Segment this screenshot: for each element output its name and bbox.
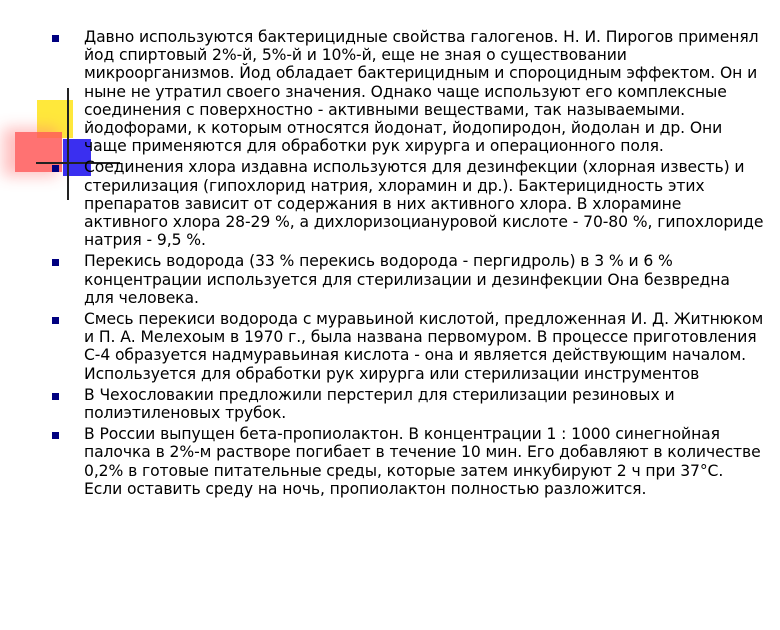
slide-content (44, 28, 764, 501)
bullet-item-propiolactone (44, 425, 764, 498)
bullet-item-hydrogen-peroxide (44, 252, 764, 307)
bullet-square-icon (52, 165, 59, 172)
bullet-item-chlorine (44, 158, 764, 249)
bullet-text: В Чехословакии предложили перстерил для стерилизации резиновых и полиэтиленовых трубок. (84, 385, 675, 423)
bullet-square-icon (52, 317, 59, 324)
bullet-text: Давно используются бактерицидные свойства галогенов. Н. И. Пирогов применял йод спиртовый 2%-й, 5%-й и 10%-й, еще не зная о существовании микроорганизмов. Йод обладает бактерицидным и спороцидным эффектом. Он и ныне не утратил своего значения. Однако чаще используют его комплексные соединения с поверхностно - активными веществами, так называемыми. йодофорами, к которым относятся йодонат, йодопиродон, йодолан и др. Они чаще применяются для обработки рук хирурга и операционного поля. (84, 28, 759, 156)
bullet-text: Соединения хлора издавна используются для дезинфекции (хлорная известь) и стерилизация (гипохлорид натрия, хлорамин и др.). Бактерицидность этих препаратов зависит от содержания в них активного хлора. В хлорамине активного хлора 28-29 %, а дихлоризоциануровой кислоте - 70-80 %, гипохлориде натрия - 9,5 %. (84, 158, 764, 250)
bullet-square-icon (52, 35, 59, 42)
bullet-list (44, 28, 764, 498)
bullet-text: Перекись водорода (33 % перекись водорода - пергидроль) в 3 % и 6 % концентрации используется для стерилизации и дезинфекции Она безвредна для человека. (84, 252, 730, 307)
bullet-square-icon (52, 259, 59, 266)
bullet-item-iodine (44, 28, 764, 155)
bullet-square-icon (52, 393, 59, 400)
bullet-text: В России выпущен бета-пропиолактон. В концентрации 1 : 1000 синегнойная палочка в 2%-м растворе погибает в течение 10 мин. Его добавляют в количестве 0,2% в готовые питательные среды, которые затем инкубируют 2 ч при 37°С. Если оставить среду на ночь, пропиолактон полностью разложится. (84, 425, 761, 498)
bullet-item-persteril (44, 386, 764, 422)
bullet-item-pervomur (44, 310, 764, 383)
bullet-square-icon (52, 432, 59, 439)
bullet-text: Смесь перекиси водорода с муравьиной кислотой, предложенная И. Д. Житнюком и П. А. Мелехоым в 1970 г., была названа первомуром. В процессе приготовления С-4 образуется надмуравьиная кислота - она и является действующим началом. Используется для обработки рук хирурга или стерилизации инструментов (84, 310, 764, 383)
